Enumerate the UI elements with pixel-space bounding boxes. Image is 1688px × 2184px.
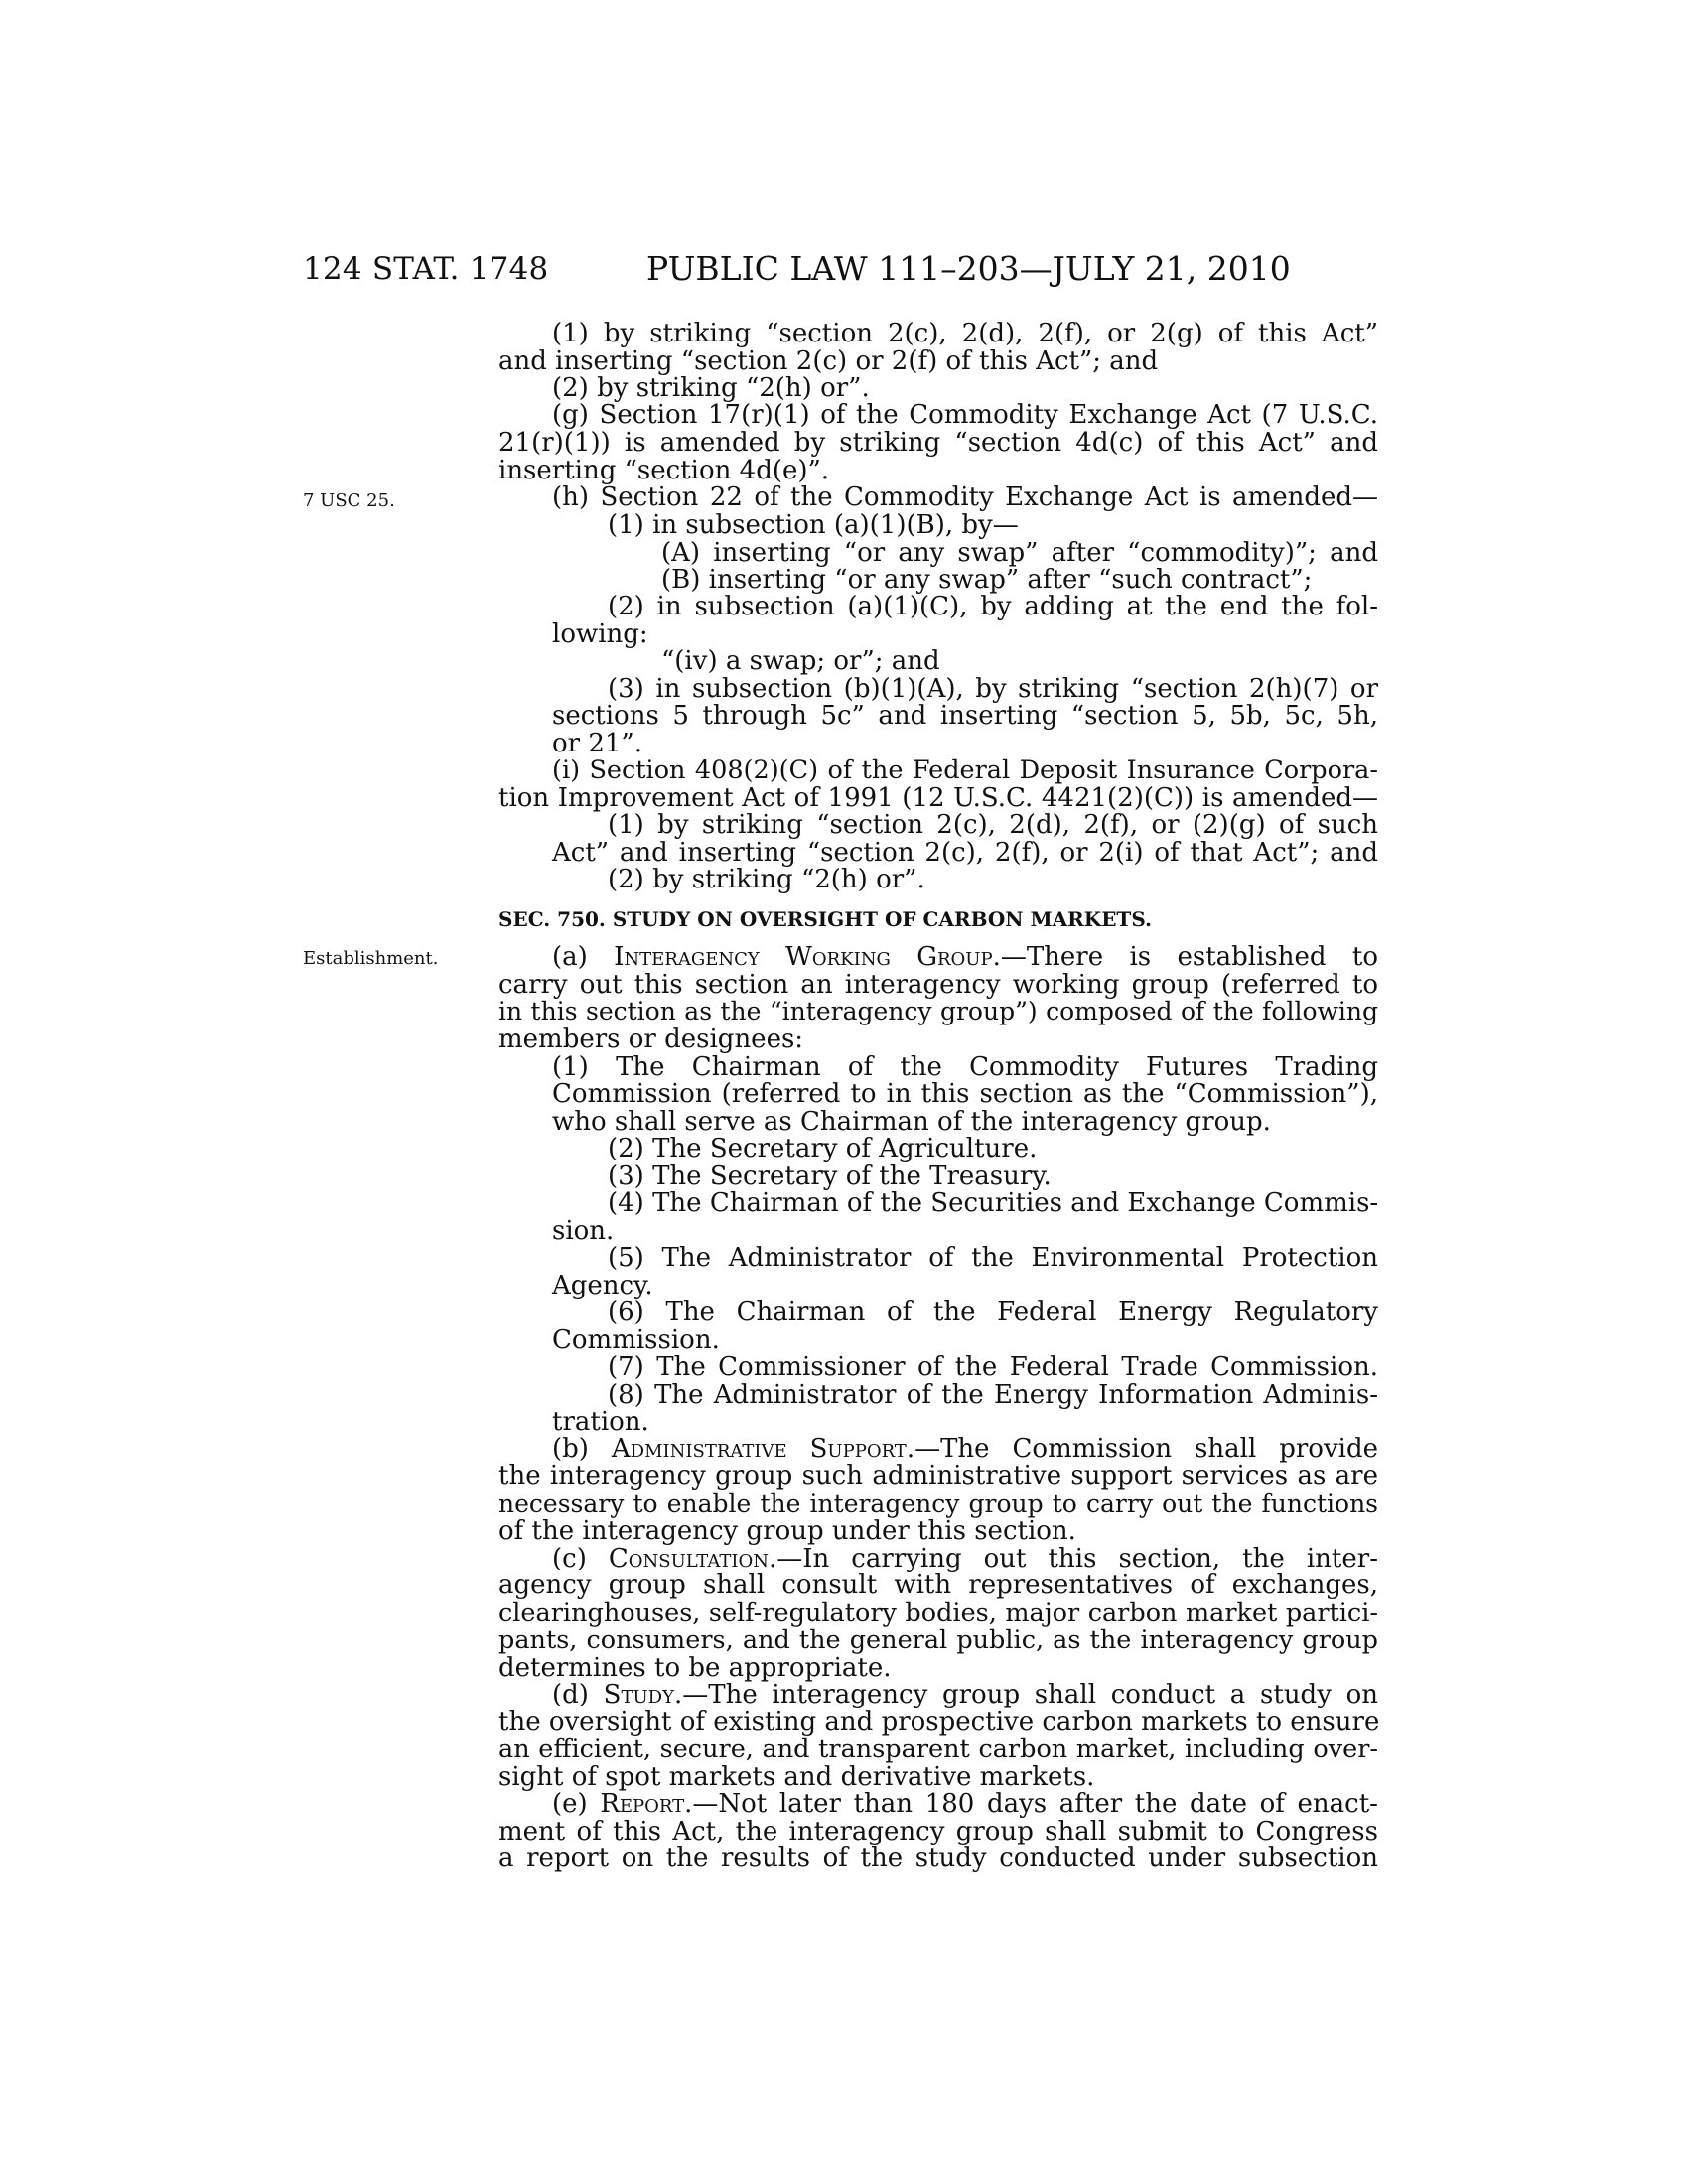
text-line: Act” and inserting “section 2(c), 2(f), or 2(i) of that Act”; and [552,838,1378,868]
text-line: (h) Section 22 of the Commodity Exchange Act is amended— [552,482,1378,512]
text-line: determines to be appropriate. [498,1653,892,1683]
text-line: carry out this section an interagency working group (referred to [498,970,1378,1000]
text-line: pants, consumers, and the general public, as the interagency group [498,1625,1378,1655]
text-line: (B) inserting “or any swap” after “such contract”; [661,565,1313,595]
text-line: (2) The Secretary of Agriculture. [608,1134,1038,1163]
text-line: Commission. [552,1325,720,1355]
text-line: (7) The Commissioner of the Federal Trade Commission. [608,1352,1378,1382]
text-line: in this section as the “interagency group”) composed of the following [498,997,1378,1025]
subsection-d-lead: (d) Study.—The interagency group shall conduct a study on [552,1680,1379,1709]
section-heading: SEC. 750. STUDY ON OVERSIGHT OF CARBON MARKETS. [498,907,1153,931]
page-running-title: PUBLIC LAW 111–203—JULY 21, 2010 [646,249,1291,288]
text-line: members or designees: [498,1024,804,1054]
text-line: ment of this Act, the interagency group shall submit to Congress [498,1817,1378,1846]
text-line: (8) The Administrator of the Energy Information Adminis- [608,1380,1378,1410]
subsection-e-lead: (e) Report.—Not later than 180 days after the date of enact- [552,1789,1378,1819]
subsection-b-lead: (b) Administrative Support.—The Commission shall provide [552,1434,1378,1464]
text-line: a report on the results of the study conducted under subsection [498,1843,1378,1873]
text-line: agency group shall consult with representatives of exchanges, [498,1570,1378,1600]
text-line: (3) The Secretary of the Treasury. [608,1161,1052,1191]
text-line: (2) by striking “2(h) or”. [552,373,870,403]
text-line: the interagency group such administrative support services as are [498,1461,1378,1491]
text-line: Commission (referred to in this section as the “Commission”), [552,1079,1378,1109]
text-line: tration. [552,1407,649,1436]
text-line: (3) in subsection (b)(1)(A), by striking “section 2(h)(7) or [608,674,1378,704]
text-line: (6) The Chairman of the Federal Energy Regulatory [608,1297,1378,1327]
text-line: an efficient, secure, and transparent carbon market, including over- [498,1734,1378,1764]
text-line: (4) The Chairman of the Securities and Exchange Commis- [608,1188,1379,1218]
subsection-heading: Consultation [608,1544,769,1573]
text-line: (2) by striking “2(h) or”. [608,865,925,894]
text-line: Agency. [552,1271,653,1300]
text-line: the oversight of existing and prospective carbon markets to ensure [498,1707,1380,1737]
text-line: (i) Section 408(2)(C) of the Federal Deposit Insurance Corpora- [552,755,1378,785]
text-line: (1) by striking “section 2(c), 2(d), 2(f), or 2(g) of this Act” [552,319,1378,348]
text-line: inserting “section 4d(e)”. [498,456,830,485]
margin-note-establishment: Establishment. [303,948,439,969]
text-line: sections 5 through 5c” and inserting “section 5, 5b, 5c, 5h, [552,701,1378,731]
text-line: tion Improvement Act of 1991 (12 U.S.C. 4421(2)(C)) is amended— [498,783,1378,813]
text-line: (5) The Administrator of the Environmental Protection [608,1243,1378,1273]
text-line: 21(r)(1)) is amended by striking “section 4d(c) of this Act” and [498,428,1378,458]
text-line: and inserting “section 2(c) or 2(f) of this Act”; and [498,346,1159,376]
text-line: (1) in subsection (a)(1)(B), by— [608,510,1019,540]
text-line: (A) inserting “or any swap” after “commodity)”; and [661,538,1378,568]
subsection-a-lead: (a) Interagency Working Group.—There is established to [552,942,1378,972]
margin-note-usc: 7 USC 25. [303,490,395,511]
text-line: clearinghouses, self-regulatory bodies, major carbon market partici- [498,1598,1378,1628]
page-citation: 124 STAT. 1748 [303,251,549,287]
subsection-heading: Study [603,1680,674,1709]
text-line: necessary to enable the interagency group to carry out the functions [498,1489,1378,1518]
text-line: sight of spot markets and derivative markets. [498,1762,1095,1792]
text-line: (1) The Chairman of the Commodity Futures Trading [552,1052,1378,1082]
subsection-heading: Report [600,1789,685,1819]
subsection-heading: Interagency Working Group [614,942,993,972]
text-line: “(iv) a swap; or”; and [661,646,940,676]
subsection-heading: Administrative Support [611,1434,907,1464]
text-line: or 21”. [552,729,642,758]
text-line: sion. [552,1216,615,1246]
text-line: (2) in subsection (a)(1)(C), by adding at the end the fol- [608,592,1378,621]
text-line: (g) Section 17(r)(1) of the Commodity Exchange Act (7 U.S.C. [552,400,1378,430]
text-line: of the interagency group under this section. [498,1516,1076,1546]
subsection-c-lead: (c) Consultation.—In carrying out this section, the inter- [552,1544,1378,1573]
text-line: lowing: [552,619,648,649]
text-line: (1) by striking “section 2(c), 2(d), 2(f), or (2)(g) of such [608,810,1378,840]
text-line: who shall serve as Chairman of the interagency group. [552,1107,1271,1137]
